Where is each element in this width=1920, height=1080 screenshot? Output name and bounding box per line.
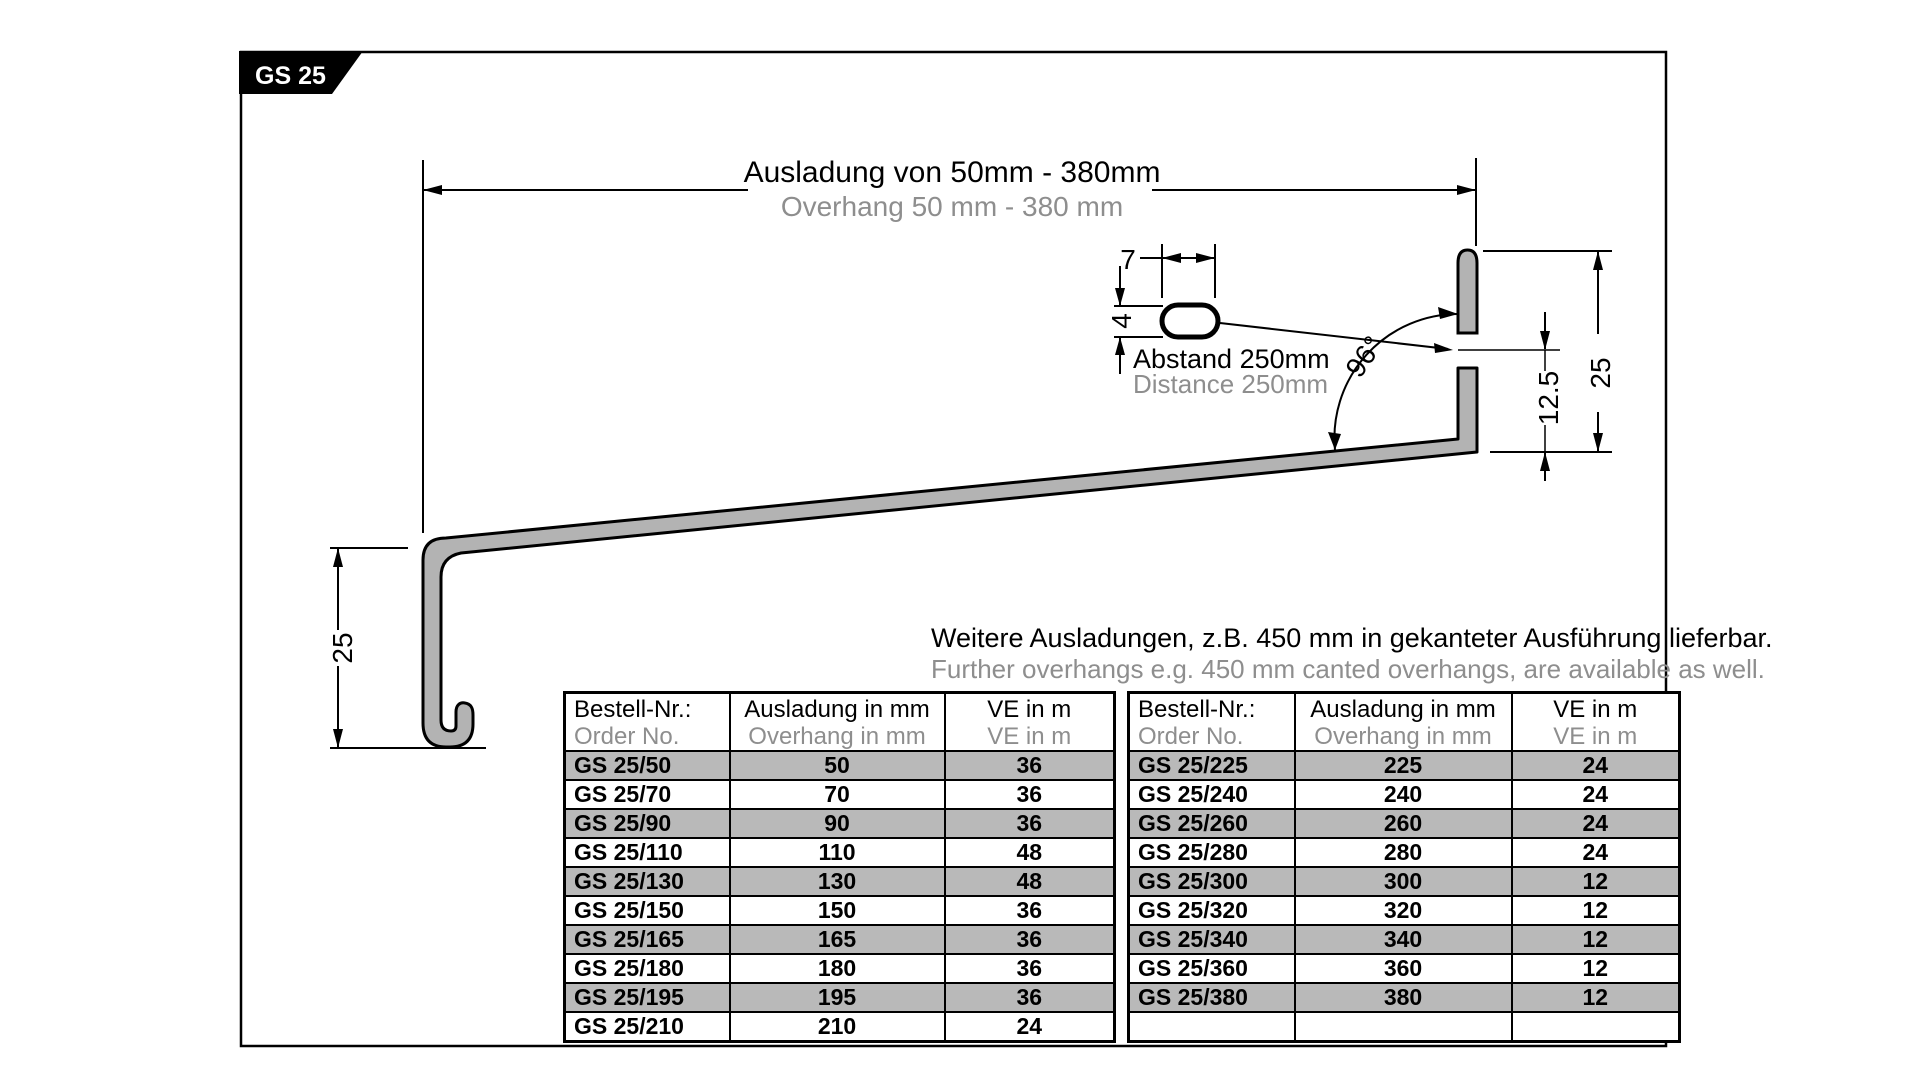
front-height-label: 25 (327, 632, 358, 664)
cell-order-no: GS 25/360 (1129, 954, 1295, 983)
cell-ve: 12 (1512, 867, 1680, 896)
slot-hole (1162, 305, 1218, 337)
cell-ve: 36 (945, 983, 1115, 1012)
cell-ve: 12 (1512, 954, 1680, 983)
cell-order-no: GS 25/180 (565, 954, 730, 983)
table-row (565, 954, 1115, 983)
table-header-row (1129, 693, 1680, 752)
col-order-label-de: Bestell-Nr.: (574, 696, 692, 723)
table-row (565, 809, 1115, 838)
profile-upright-top (1458, 250, 1477, 333)
cell-overhang (1295, 1012, 1512, 1041)
order-table-right (1127, 691, 1681, 1043)
cell-ve: 12 (1512, 983, 1680, 1012)
cell-overhang: 210 (730, 1012, 945, 1042)
cell-order-no: GS 25/165 (565, 925, 730, 954)
table-row (565, 867, 1115, 896)
cell-overhang: 195 (730, 983, 945, 1012)
cell-overhang: 50 (730, 751, 945, 780)
cell-overhang: 300 (1295, 867, 1512, 896)
cell-order-no: GS 25/260 (1129, 809, 1295, 838)
cell-overhang: 240 (1295, 780, 1512, 809)
cell-order-no (1129, 1012, 1295, 1041)
product-tab-label: GS 25 (255, 62, 326, 90)
cell-order-no: GS 25/300 (1129, 867, 1295, 896)
col-ve-label-de: VE in m (987, 696, 1072, 723)
cell-ve: 12 (1512, 925, 1680, 954)
cell-overhang: 320 (1295, 896, 1512, 925)
col-order-label-en: Order No. (1138, 723, 1244, 750)
table-row (565, 780, 1115, 809)
cell-overhang: 380 (1295, 983, 1512, 1012)
col-ve-label-de: VE in m (1553, 696, 1638, 723)
cell-overhang: 130 (730, 867, 945, 896)
back-height-label: 25 (1585, 357, 1616, 389)
table-row (565, 896, 1115, 925)
overhang-label-en: Overhang 50 mm - 380 mm (780, 191, 1124, 222)
table-row (1129, 780, 1680, 809)
cell-order-no: GS 25/70 (565, 780, 730, 809)
cell-overhang: 150 (730, 896, 945, 925)
angle-dimension (1328, 307, 1458, 450)
cell-ve: 36 (945, 780, 1115, 809)
table-row (1129, 751, 1680, 780)
slot-detail (1106, 244, 1453, 399)
table-row (565, 751, 1115, 780)
table-row (1129, 925, 1680, 954)
table-header-row (565, 693, 1115, 752)
slot-offset-dimension (1533, 312, 1564, 481)
overhang-label-de: Ausladung von 50mm - 380mm (743, 156, 1161, 189)
order-table-left (563, 691, 1116, 1043)
cell-overhang: 340 (1295, 925, 1512, 954)
col-order-label-de: Bestell-Nr.: (1138, 696, 1256, 723)
slot-distance-label-en: Distance 250mm (1133, 369, 1329, 399)
table-row (1129, 983, 1680, 1012)
cell-overhang: 110 (730, 838, 945, 867)
cell-ve: 36 (945, 751, 1115, 780)
cell-ve: 24 (1512, 751, 1680, 780)
cell-order-no: GS 25/110 (565, 838, 730, 867)
col-overhang-label-de: Ausladung in mm (1310, 696, 1496, 723)
cell-ve: 36 (945, 896, 1115, 925)
cell-overhang: 70 (730, 780, 945, 809)
note-de: Weitere Ausladungen, z.B. 450 mm in gekanteter Ausführung lieferbar. (931, 623, 1773, 653)
cell-ve: 36 (945, 809, 1115, 838)
cell-ve: 24 (1512, 809, 1680, 838)
cell-overhang: 165 (730, 925, 945, 954)
table-row-empty (1129, 1012, 1680, 1041)
slot-distance-label-de: Abstand 250mm (1133, 344, 1330, 374)
cell-ve: 12 (1512, 896, 1680, 925)
cell-ve: 24 (1512, 780, 1680, 809)
cell-order-no: GS 25/150 (565, 896, 730, 925)
col-order-label-en: Order No. (574, 723, 680, 750)
cell-order-no: GS 25/380 (1129, 983, 1295, 1012)
col-ve-label-en: VE in m (1553, 723, 1638, 750)
cell-overhang: 225 (1295, 751, 1512, 780)
cell-order-no: GS 25/50 (565, 751, 730, 780)
cell-order-no: GS 25/130 (565, 867, 730, 896)
cell-overhang: 180 (730, 954, 945, 983)
slot-width-label: 7 (1120, 244, 1136, 275)
cell-ve: 48 (945, 838, 1115, 867)
cell-overhang: 360 (1295, 954, 1512, 983)
cell-ve: 36 (945, 954, 1115, 983)
table-row (565, 925, 1115, 954)
table-row (565, 983, 1115, 1012)
table-row (1129, 954, 1680, 983)
note-en: Further overhangs e.g. 450 mm canted overhangs, are available as well. (931, 654, 1765, 684)
cell-order-no: GS 25/90 (565, 809, 730, 838)
col-overhang-label-en: Overhang in mm (748, 723, 926, 750)
cell-order-no: GS 25/280 (1129, 838, 1295, 867)
cell-ve: 24 (1512, 838, 1680, 867)
cell-ve (1512, 1012, 1680, 1041)
slot-offset-label: 12.5 (1533, 370, 1564, 426)
cell-overhang: 260 (1295, 809, 1512, 838)
angle-label: 96° (1339, 330, 1390, 383)
cell-ve: 48 (945, 867, 1115, 896)
table-row (1129, 896, 1680, 925)
col-overhang-label-de: Ausladung in mm (744, 696, 930, 723)
col-overhang-label-en: Overhang in mm (1314, 723, 1492, 750)
cell-order-no: GS 25/240 (1129, 780, 1295, 809)
cell-order-no: GS 25/340 (1129, 925, 1295, 954)
table-row (1129, 838, 1680, 867)
cell-ve: 24 (945, 1012, 1115, 1042)
table-row (565, 1012, 1115, 1042)
cell-order-no: GS 25/210 (565, 1012, 730, 1042)
cell-overhang: 90 (730, 809, 945, 838)
table-row (565, 838, 1115, 867)
cell-order-no: GS 25/195 (565, 983, 730, 1012)
cell-order-no: GS 25/320 (1129, 896, 1295, 925)
cell-ve: 36 (945, 925, 1115, 954)
table-row (1129, 809, 1680, 838)
table-row (1129, 867, 1680, 896)
col-ve-label-en: VE in m (987, 723, 1072, 750)
cell-order-no: GS 25/225 (1129, 751, 1295, 780)
cell-overhang: 280 (1295, 838, 1512, 867)
slot-height-label: 4 (1106, 313, 1137, 329)
